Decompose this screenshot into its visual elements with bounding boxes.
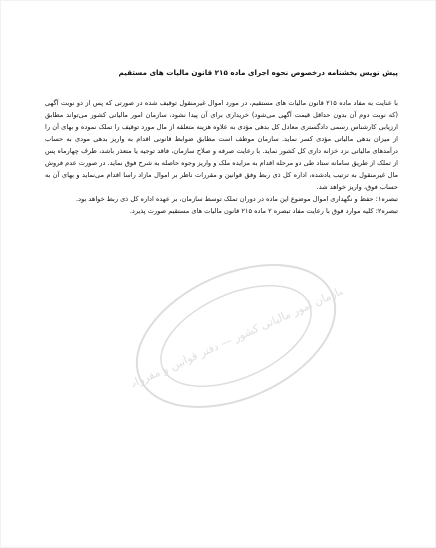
main-paragraph: با عنایت به مفاد ماده ۲۱۵ قانون مالیات های مستقیم، در مورد اموال غیرمنقول توقیف شده در صورتی که پس از دو نوبت آگهی (که نوبت دوم آن بدون حداقل قیمت آگهی می‌شود) خریداری برای آن پیدا نشود، سازمان امور مالیاتی کشور می‌تواند مطابق ارزیابی کارشناس رسمی دادگستری معادل کل بدهی مؤدی به علاوه هزینه متعلقه از مال مورد توقیف را تملک نموده و بهای آن را از میزان بدهی مالیاتی مؤدی کسر نماید. سازمان موظف است مطابق ضوابط قانونی اقدام به واریز بدهی مودی به حساب درآمدهای مالیاتی نزد خزانه داری کل کشور نماید. با رعایت صرفه و صلاح سازمان، فاقد توجیه یا متعذر باشد، ظرف چهارماه پس از تملک از طریق سامانه ستاد طی دو مرحله اقدام به مزایده ملک و واریز وجوه حاصله به شرح فوق نماید. در صورت عدم فروش مال غیرمنقول به ترتیب یادشده، اداره کل ذی ربط وفق قوانین و مقررات ناظر بر اموال مازاد راسا اقدام می‌نماید و بهای آن به حساب فوق، واریز خواهد شد.: [45, 99, 398, 191]
note-1: تبصره۱: حفظ و نگهداری اموال موضوع این ماده در دوران تملک توسط سازمان، بر عهده اداره کل ذی ربط خواهد بود.: [76, 195, 398, 203]
watermark-text: سازمان امور مالیاتی کشور — دفتر قوانین و مقررات: [123, 282, 350, 393]
seal-watermark: [100, 221, 371, 452]
document-title: پیش نویس بخشنامه درخصوص نحوه اجرای ماده ۲۱۵ قانون مالیات های مستقیم: [118, 68, 398, 77]
note-2: تبصره۲: کلیه موارد فوق با رعایت مفاد تبصره ۲ ماده ۲۱۵ قانون مالیات های مستقیم صورت پذیرد.: [129, 207, 398, 215]
document-body: [45, 97, 398, 217]
